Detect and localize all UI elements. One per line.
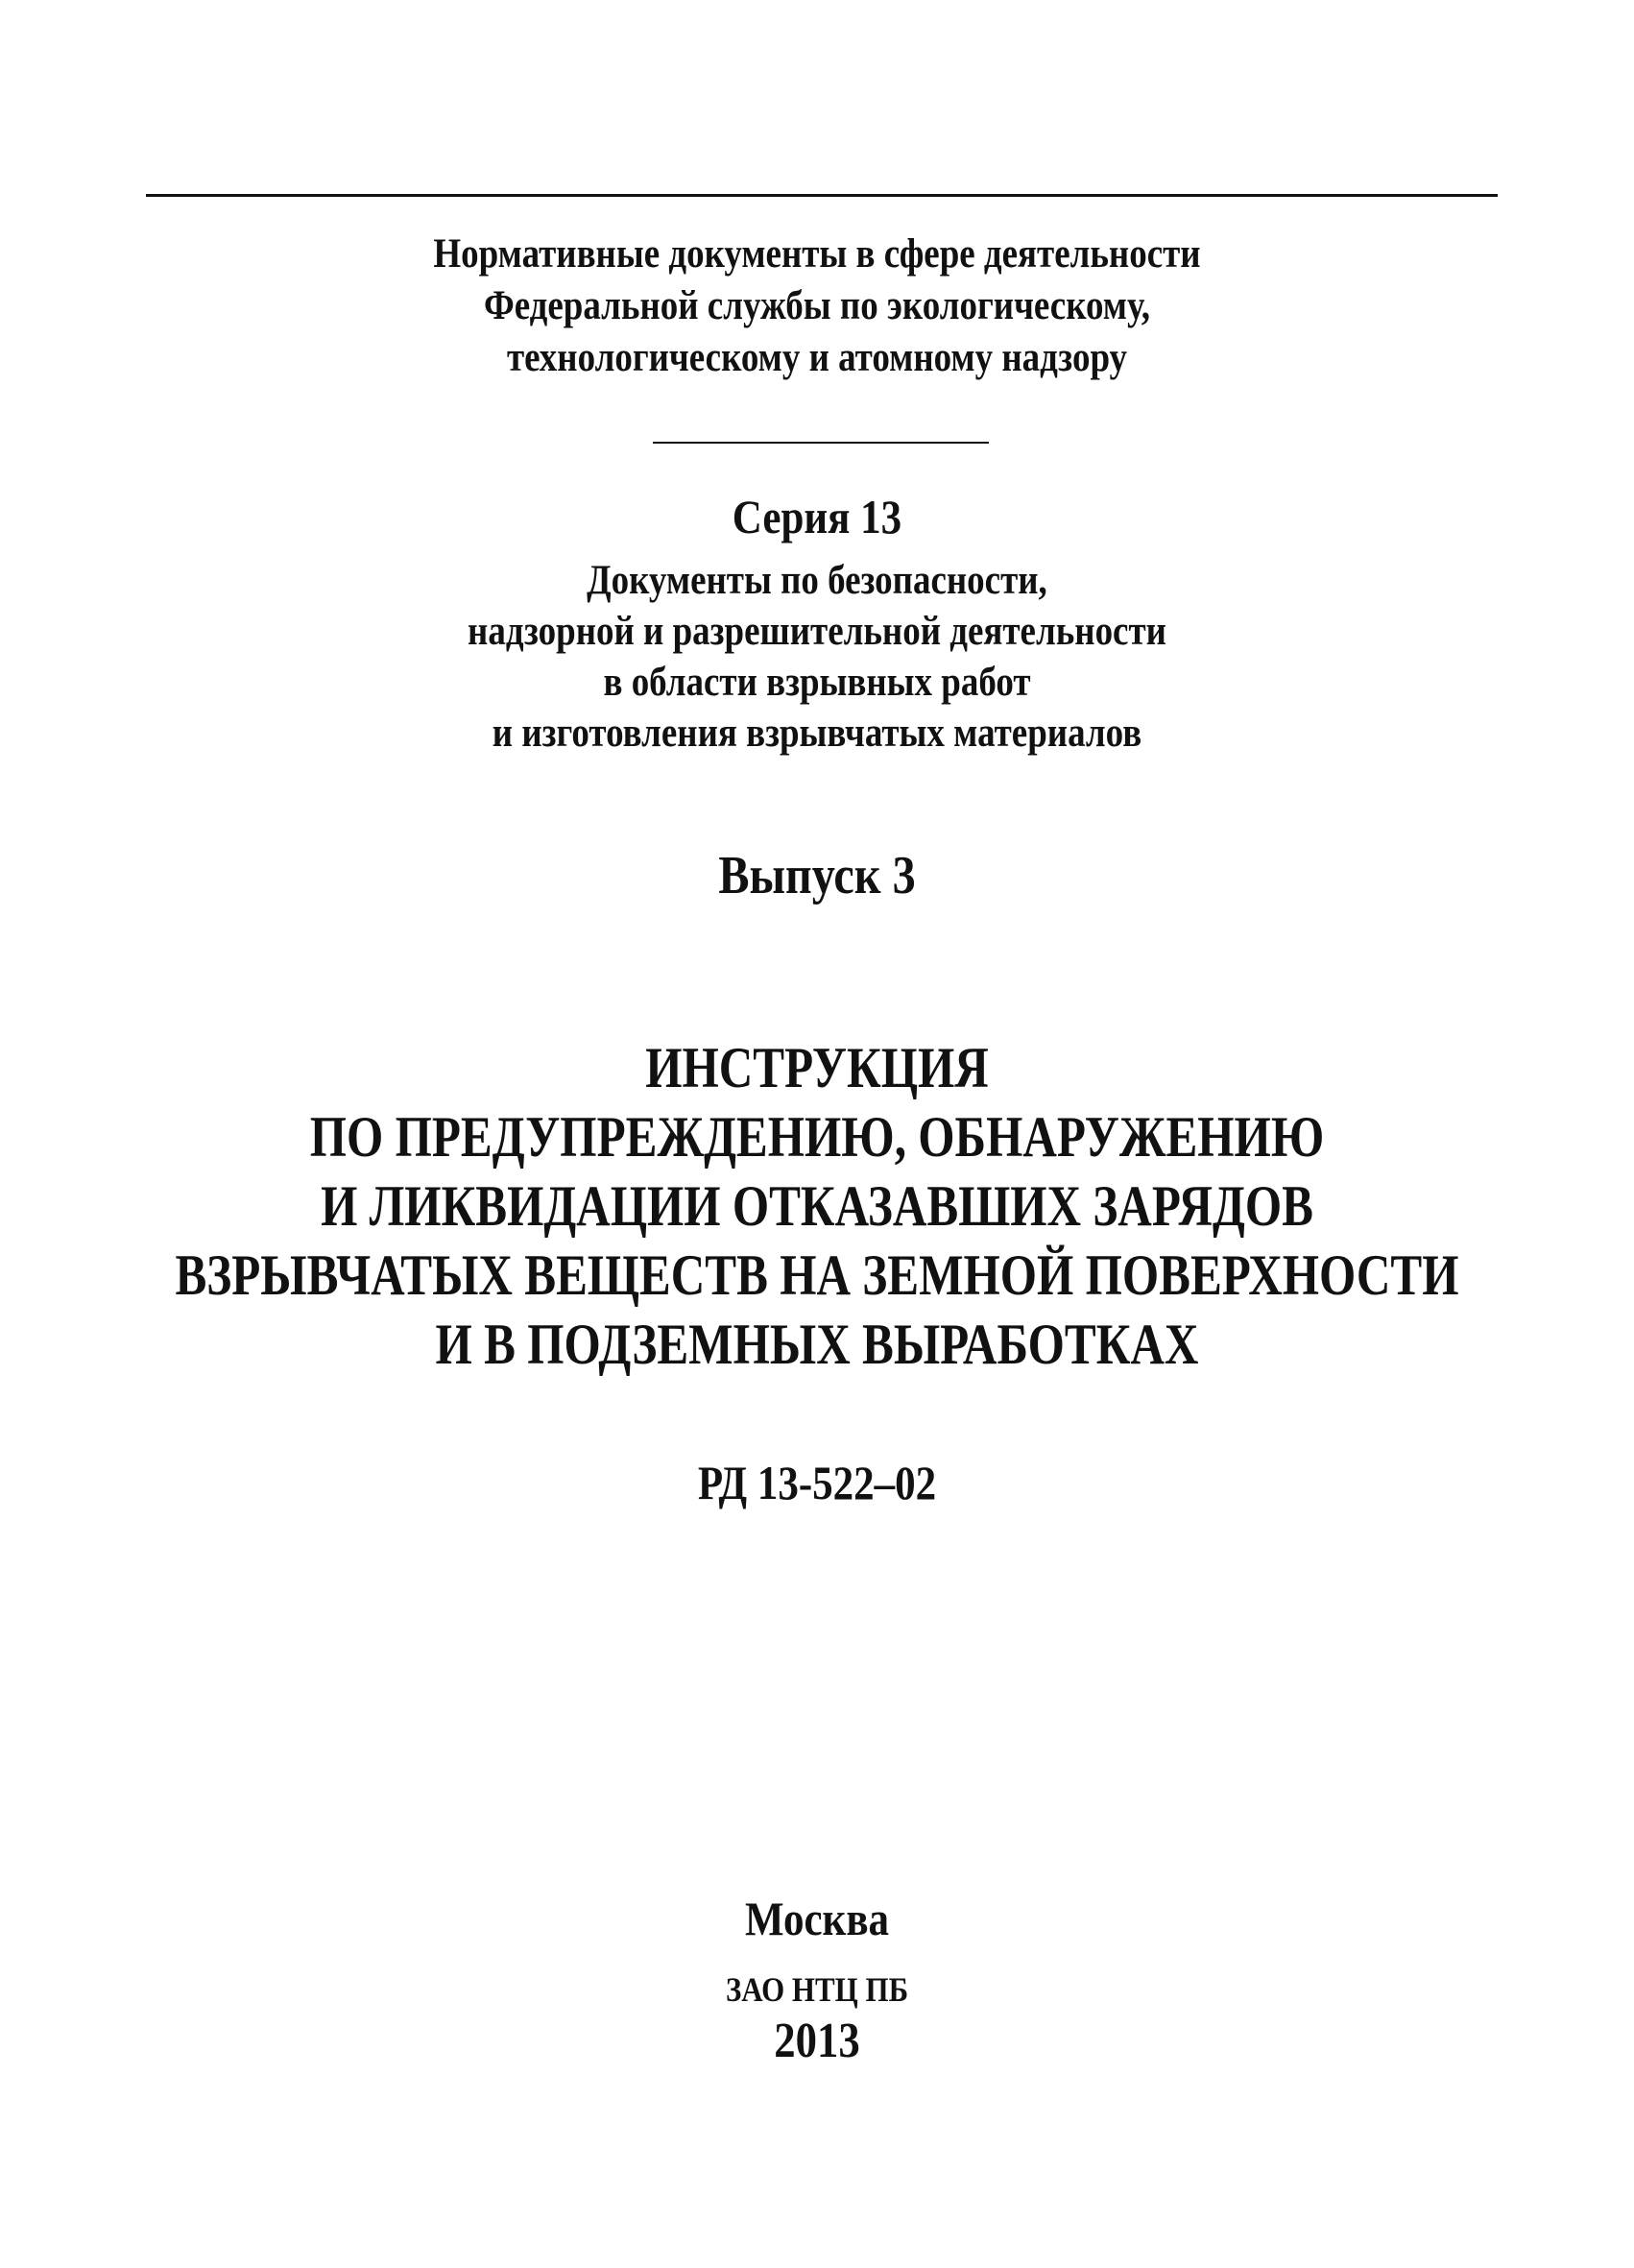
series-description-line: надзорной и разрешительной деятельности [468,609,1166,654]
issue-number [114,845,1520,906]
header-line: Федеральной службы по экологическому, [483,283,1151,328]
publisher-text: ЗАО НТЦ ПБ [725,1970,909,2009]
header-line: Нормативные документы в сфере деятельности [433,231,1201,277]
imprint-publisher [114,1968,1520,2011]
year-text: 2013 [774,2014,860,2068]
series-title [114,488,1520,545]
document-title-line: ИНСТРУКЦИЯ [645,1036,989,1099]
separator-rule [653,442,989,444]
series-description-line: в области взрывных работ [603,660,1031,705]
document-title-line: И В ПОДЗЕМНЫХ ВЫРАБОТКАХ [435,1313,1199,1376]
series-description-line: и изготовления взрывчатых материалов [492,711,1142,756]
header-line: технологическому и атомному надзору [506,335,1128,380]
series-description-line: Документы по безопасности, [587,558,1047,603]
issue-text: Выпуск 3 [718,846,916,905]
series-header [114,229,1520,384]
document-code-text: РД 13-522–02 [697,1456,937,1509]
document-title-line: ВЗРЫВЧАТЫХ ВЕЩЕСТВ НА ЗЕМНОЙ ПОВЕРХНОСТИ [175,1243,1459,1307]
imprint-city [114,1890,1520,1947]
document-title-line: И ЛИКВИДАЦИИ ОТКАЗАВШИХ ЗАРЯДОВ [321,1174,1313,1238]
series-description [114,555,1520,759]
document-code [114,1454,1520,1511]
series-title-text: Серия 13 [732,490,902,543]
top-rule [146,194,1498,197]
document-title-line: ПО ПРЕДУПРЕЖДЕНИЮ, ОБНАРУЖЕНИЮ [309,1105,1325,1169]
city-text: Москва [744,1892,890,1945]
imprint-year [114,2013,1520,2070]
document-title [147,1033,1487,1379]
